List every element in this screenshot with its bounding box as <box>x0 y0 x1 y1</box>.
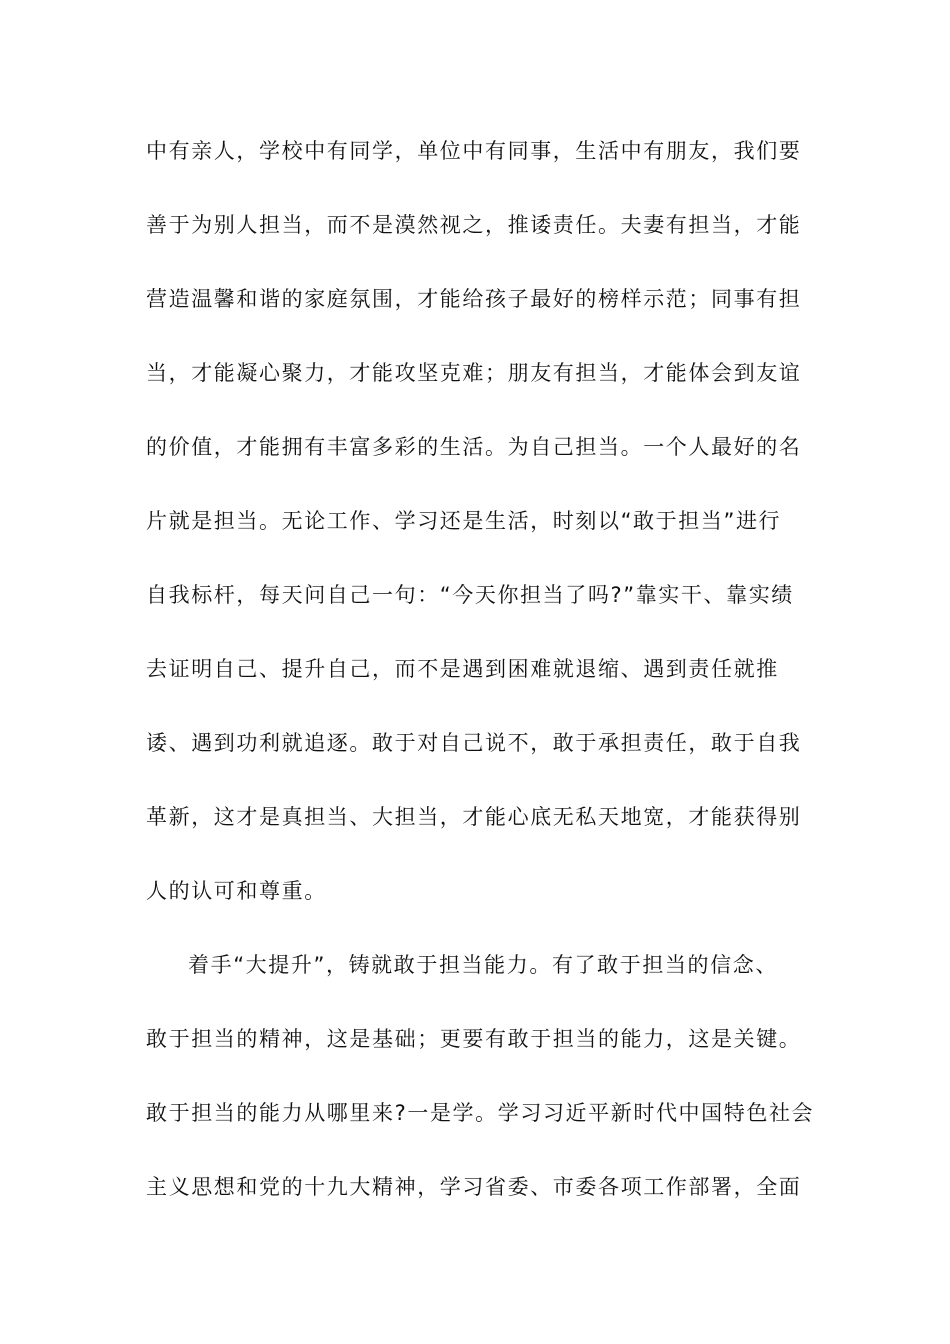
text-line: 敢于担当的精神，这是基础；更要有敢于担当的能力，这是关键。 <box>146 1027 802 1051</box>
text-line: 当，才能凝心聚力，才能攻坚克难；朋友有担当，才能体会到友谊 <box>146 361 802 385</box>
text-line: 敢于担当的能力从哪里来?一是学。学习习近平新时代中国特色社会 <box>146 1101 815 1125</box>
text-line: 营造温馨和谐的家庭氛围，才能给孩子最好的榜样示范；同事有担 <box>146 287 802 311</box>
text-line: 自我标杆，每天问自己一句：“今天你担当了吗?”靠实干、靠实绩 <box>146 583 794 607</box>
text-line: 主义思想和党的十九大精神，学习省委、市委各项工作部署，全面 <box>146 1175 802 1199</box>
text-line: 的价值，才能拥有丰富多彩的生活。为自己担当。一个人最好的名 <box>146 435 802 459</box>
paragraph-first-line: 着手“大提升”，铸就敢于担当能力。有了敢于担当的信念、 <box>188 953 778 977</box>
text-line: 诿、遇到功利就追逐。敢于对自己说不，敢于承担责任，敢于自我 <box>146 731 802 755</box>
text-line: 片就是担当。无论工作、学习还是生活，时刻以“敢于担当”进行 <box>146 509 782 533</box>
text-line: 革新，这才是真担当、大担当，才能心底无私天地宽，才能获得别 <box>146 805 802 829</box>
text-line: 中有亲人，学校中有同学，单位中有同事，生活中有朋友，我们要 <box>146 139 802 163</box>
text-line: 善于为别人担当，而不是漠然视之，推诿责任。夫妻有担当，才能 <box>146 213 802 237</box>
text-line: 去证明自己、提升自己，而不是遇到困难就退缩、遇到责任就推 <box>146 657 779 681</box>
text-line: 人的认可和尊重。 <box>146 879 327 903</box>
